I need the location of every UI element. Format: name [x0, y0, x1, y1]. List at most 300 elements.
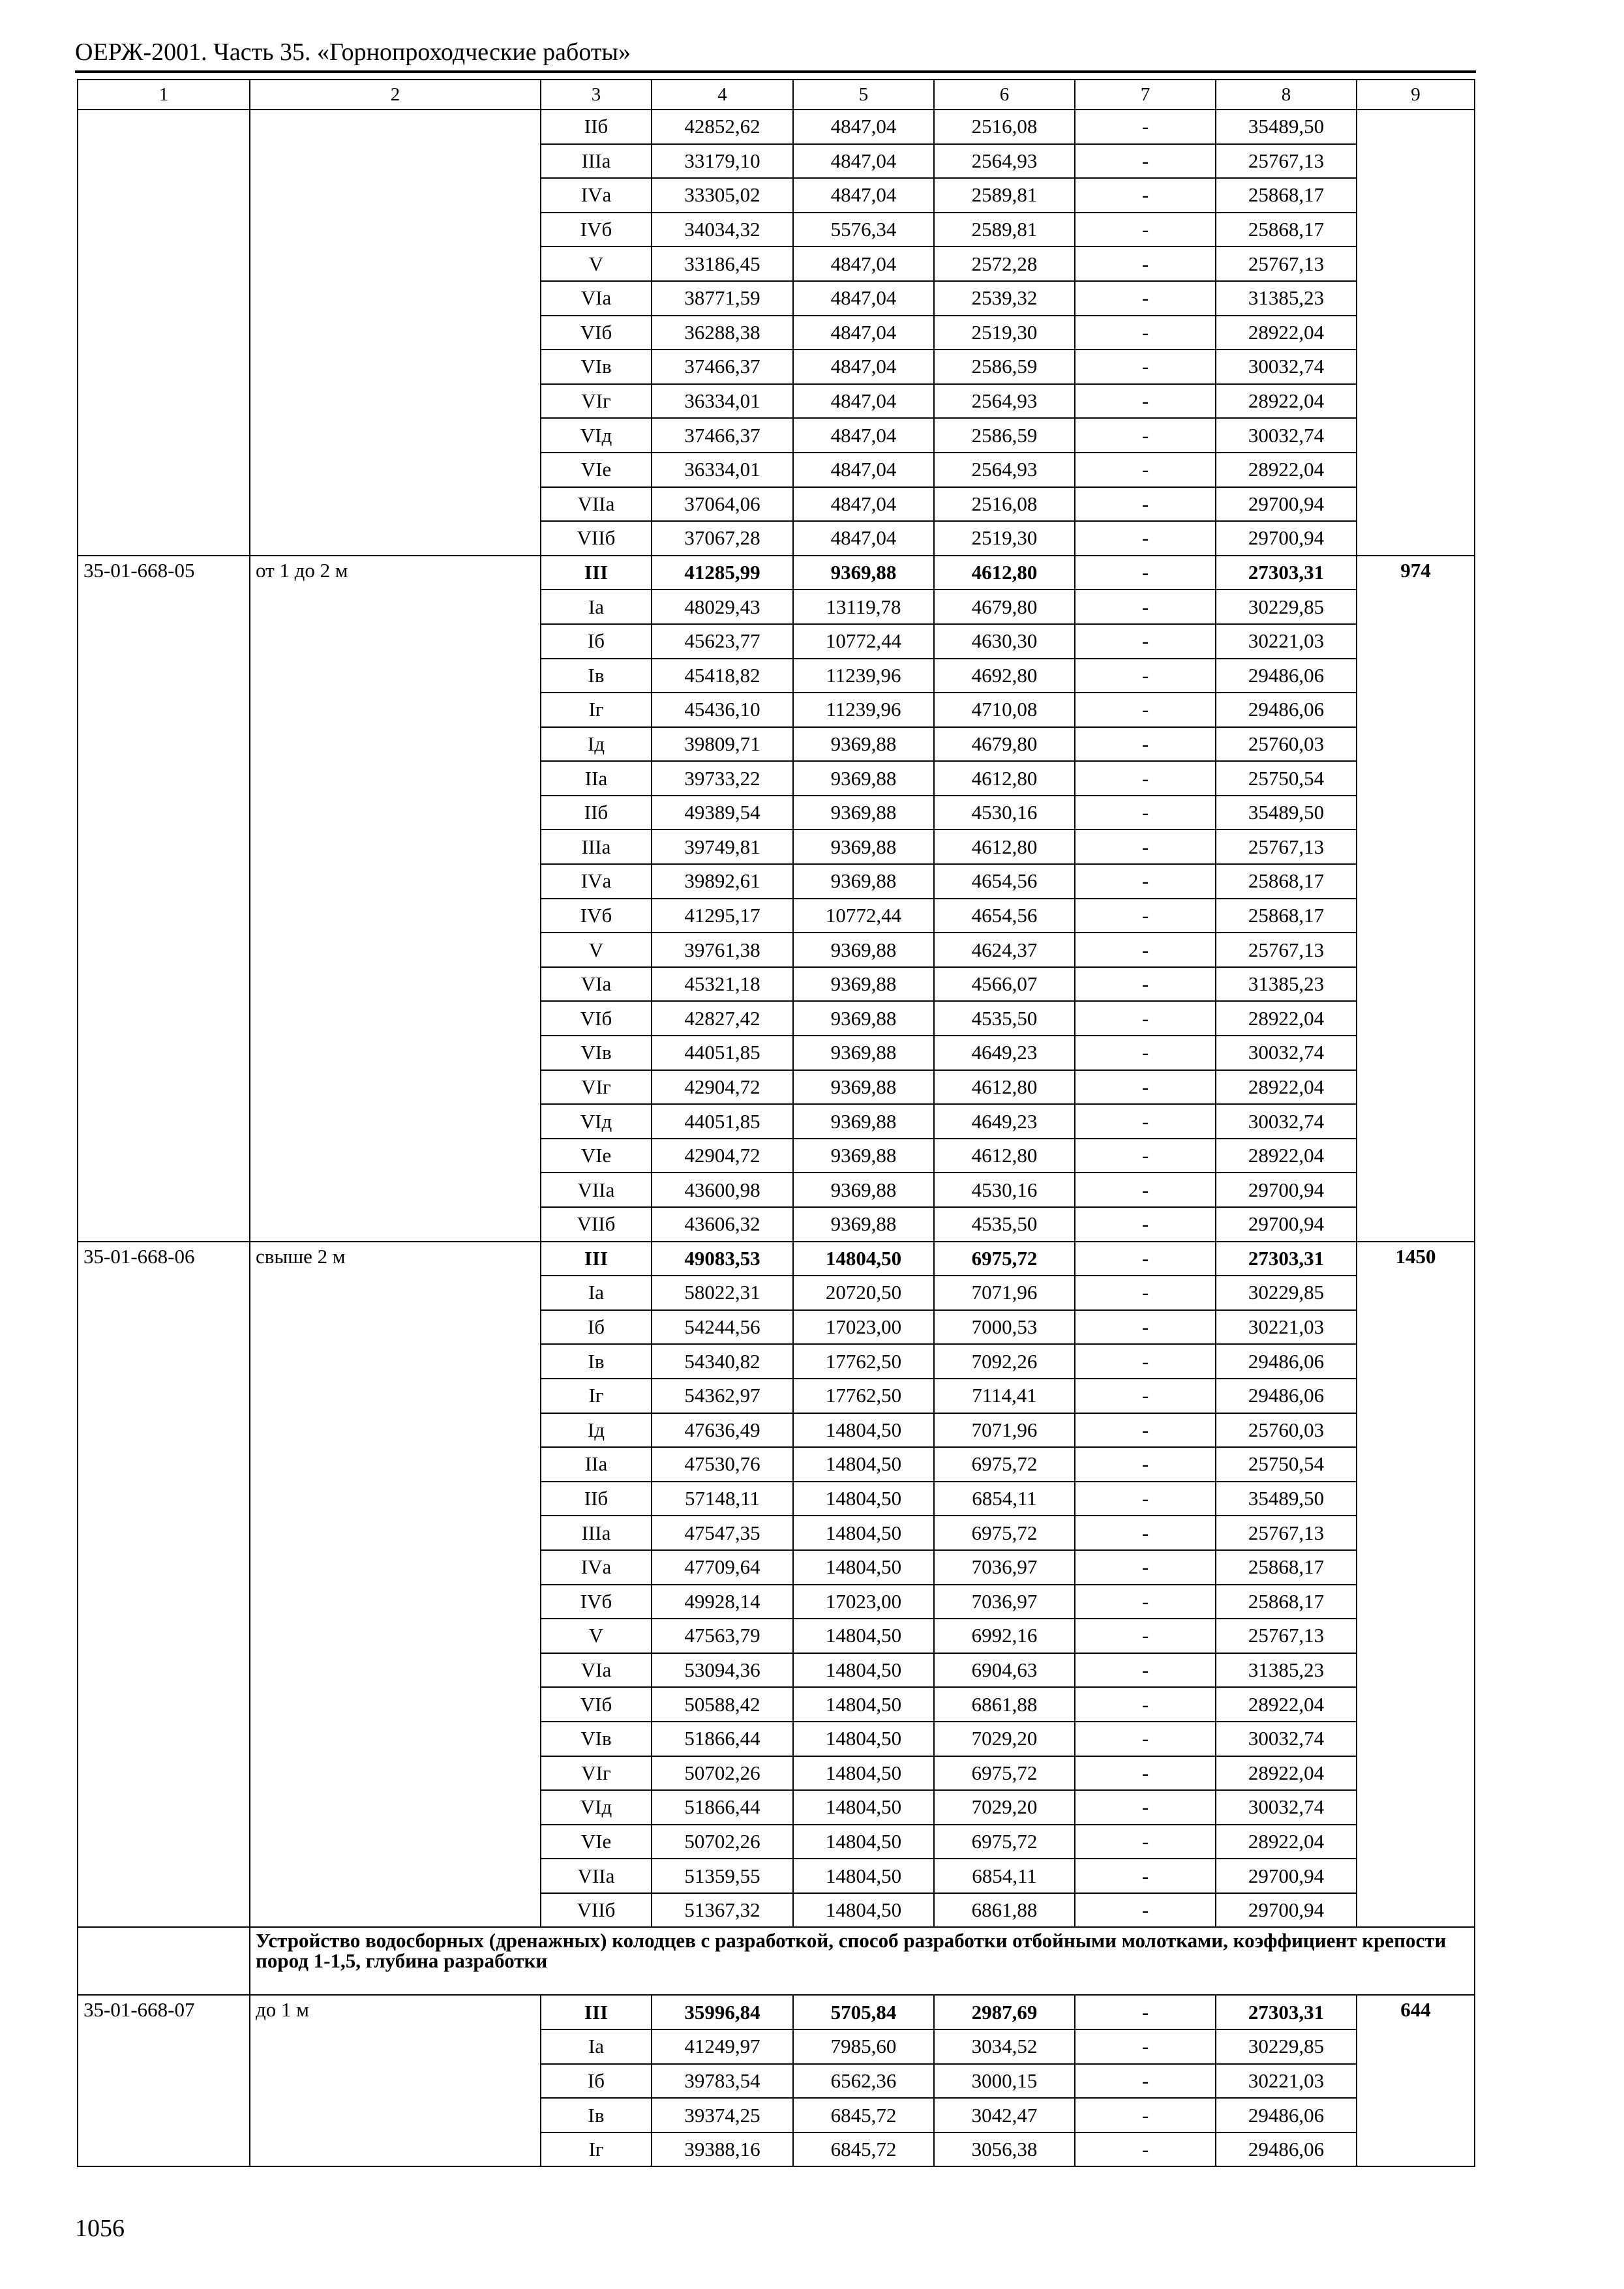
machinist-wage-cell: - [1075, 316, 1216, 350]
labor-wage-cell: 17762,50 [793, 1344, 934, 1379]
rock-class-cell: VIв [541, 1722, 652, 1756]
direct-cost-cell: 37466,37 [652, 418, 793, 453]
machinist-wage-cell: - [1075, 418, 1216, 453]
rock-class-cell: VIд [541, 418, 652, 453]
direct-cost-cell: 45623,77 [652, 624, 793, 659]
machine-cost-cell: 7071,96 [934, 1276, 1075, 1310]
machinist-wage-cell: - [1075, 521, 1216, 556]
labor-wage-cell: 7985,60 [793, 2029, 934, 2064]
machine-cost-cell: 2519,30 [934, 316, 1075, 350]
rock-class-cell: IIб [541, 1482, 652, 1516]
machinist-wage-cell: - [1075, 1585, 1216, 1619]
machine-cost-cell: 7036,97 [934, 1585, 1075, 1619]
materials-cost-cell: 29700,94 [1216, 521, 1357, 556]
direct-cost-cell: 36288,38 [652, 316, 793, 350]
machine-cost-cell: 6992,16 [934, 1619, 1075, 1653]
direct-cost-cell: 41295,17 [652, 899, 793, 933]
labor-hours-cell: 1450 [1357, 1242, 1475, 1928]
labor-wage-cell: 4847,04 [793, 418, 934, 453]
materials-cost-cell: 29486,06 [1216, 2132, 1357, 2167]
materials-cost-cell: 28922,04 [1216, 1001, 1357, 1036]
rock-class-cell: Iд [541, 1413, 652, 1448]
machine-cost-cell: 6854,11 [934, 1482, 1075, 1516]
direct-cost-cell: 36334,01 [652, 384, 793, 419]
rock-class-cell: VIIа [541, 1859, 652, 1893]
machinist-wage-cell: - [1075, 2064, 1216, 2099]
labor-wage-cell: 4847,04 [793, 453, 934, 487]
labor-wage-cell: 9369,88 [793, 864, 934, 899]
machinist-wage-cell: - [1075, 967, 1216, 1002]
direct-cost-cell: 49083,53 [652, 1242, 793, 1276]
machine-cost-cell: 7036,97 [934, 1550, 1075, 1585]
rate-code-cell: 35-01-668-07 [78, 1995, 250, 2166]
machinist-wage-cell: - [1075, 247, 1216, 281]
machinist-wage-cell: - [1075, 1413, 1216, 1448]
direct-cost-cell: 33186,45 [652, 247, 793, 281]
materials-cost-cell: 25767,13 [1216, 933, 1357, 967]
machinist-wage-cell: - [1075, 1104, 1216, 1139]
machine-cost-cell: 2987,69 [934, 1995, 1075, 2029]
labor-hours-cell [1357, 110, 1475, 556]
machinist-wage-cell: - [1075, 624, 1216, 659]
direct-cost-cell: 37466,37 [652, 350, 793, 384]
machinist-wage-cell: - [1075, 1207, 1216, 1242]
labor-wage-cell: 9369,88 [793, 556, 934, 590]
machine-cost-cell: 4679,80 [934, 727, 1075, 762]
materials-cost-cell: 25767,13 [1216, 1516, 1357, 1550]
labor-wage-cell: 9369,88 [793, 1070, 934, 1105]
machinist-wage-cell: - [1075, 144, 1216, 179]
rock-class-cell: VIIа [541, 1173, 652, 1207]
direct-cost-cell: 51866,44 [652, 1722, 793, 1756]
labor-wage-cell: 14804,50 [793, 1790, 934, 1825]
materials-cost-cell: 29700,94 [1216, 1207, 1357, 1242]
machinist-wage-cell: - [1075, 1825, 1216, 1859]
materials-cost-cell: 29486,06 [1216, 693, 1357, 727]
column-number-row [78, 80, 1475, 110]
direct-cost-cell: 51367,32 [652, 1893, 793, 1928]
labor-wage-cell: 13119,78 [793, 590, 934, 624]
materials-cost-cell: 31385,23 [1216, 967, 1357, 1002]
materials-cost-cell: 25760,03 [1216, 1413, 1357, 1448]
labor-wage-cell: 4847,04 [793, 281, 934, 316]
materials-cost-cell: 35489,50 [1216, 796, 1357, 830]
labor-wage-cell: 14804,50 [793, 1413, 934, 1448]
machinist-wage-cell: - [1075, 1722, 1216, 1756]
rock-class-cell: VIе [541, 1139, 652, 1173]
machine-cost-cell: 3042,47 [934, 2098, 1075, 2132]
labor-wage-cell: 14804,50 [793, 1756, 934, 1791]
direct-cost-cell: 49928,14 [652, 1585, 793, 1619]
direct-cost-cell: 51866,44 [652, 1790, 793, 1825]
materials-cost-cell: 29486,06 [1216, 1344, 1357, 1379]
labor-hours-cell: 644 [1357, 1995, 1475, 2166]
direct-cost-cell: 39761,38 [652, 933, 793, 967]
machine-cost-cell: 2589,81 [934, 178, 1075, 213]
direct-cost-cell: 38771,59 [652, 281, 793, 316]
machine-cost-cell: 2589,81 [934, 213, 1075, 247]
labor-wage-cell: 9369,88 [793, 967, 934, 1002]
rock-class-cell: IVб [541, 899, 652, 933]
machine-cost-cell: 2586,59 [934, 350, 1075, 384]
labor-wage-cell: 4847,04 [793, 110, 934, 144]
machinist-wage-cell: - [1075, 830, 1216, 864]
materials-cost-cell: 28922,04 [1216, 1687, 1357, 1722]
rock-class-cell: VIв [541, 1036, 652, 1070]
section-title: Устройство водосборных (дренажных) колодцев с разработкой, способ разработки отбойными молотками, коэффициент крепости пород 1-1,5, глубина разработки [250, 1927, 1475, 1995]
direct-cost-cell: 43600,98 [652, 1173, 793, 1207]
labor-wage-cell: 10772,44 [793, 624, 934, 659]
direct-cost-cell: 42827,42 [652, 1001, 793, 1036]
machine-cost-cell: 4710,08 [934, 693, 1075, 727]
depth-cell [250, 110, 541, 556]
rock-class-cell: VIе [541, 1825, 652, 1859]
rock-class-cell: IIIа [541, 1516, 652, 1550]
rock-class-cell: VIб [541, 316, 652, 350]
materials-cost-cell: 25760,03 [1216, 727, 1357, 762]
rock-class-cell: IVа [541, 864, 652, 899]
labor-wage-cell: 14804,50 [793, 1893, 934, 1928]
rock-class-cell: Iг [541, 1379, 652, 1413]
materials-cost-cell: 30221,03 [1216, 624, 1357, 659]
machinist-wage-cell: - [1075, 1001, 1216, 1036]
direct-cost-cell: 54244,56 [652, 1310, 793, 1345]
machine-cost-cell: 4624,37 [934, 933, 1075, 967]
rock-class-cell: IIб [541, 110, 652, 144]
labor-wage-cell: 17023,00 [793, 1585, 934, 1619]
rock-class-cell: V [541, 1619, 652, 1653]
rock-class-cell: VIг [541, 1070, 652, 1105]
machine-cost-cell: 6861,88 [934, 1893, 1075, 1928]
column-number-8: 8 [1216, 80, 1357, 110]
materials-cost-cell: 28922,04 [1216, 1139, 1357, 1173]
materials-cost-cell: 29486,06 [1216, 1379, 1357, 1413]
direct-cost-cell: 39374,25 [652, 2098, 793, 2132]
rock-class-cell: VIа [541, 281, 652, 316]
direct-cost-cell: 39388,16 [652, 2132, 793, 2167]
labor-wage-cell: 4847,04 [793, 487, 934, 522]
direct-cost-cell: 42852,62 [652, 110, 793, 144]
machine-cost-cell: 2572,28 [934, 247, 1075, 281]
materials-cost-cell: 25767,13 [1216, 144, 1357, 179]
machine-cost-cell: 4649,23 [934, 1104, 1075, 1139]
machine-cost-cell: 6975,72 [934, 1242, 1075, 1276]
materials-cost-cell: 25767,13 [1216, 1619, 1357, 1653]
rock-class-cell: VIIб [541, 521, 652, 556]
machine-cost-cell: 4530,16 [934, 796, 1075, 830]
rock-class-cell: VIе [541, 453, 652, 487]
labor-wage-cell: 6845,72 [793, 2132, 934, 2167]
rock-class-cell: VIа [541, 1653, 652, 1688]
machine-cost-cell: 7071,96 [934, 1413, 1075, 1448]
machine-cost-cell: 4612,80 [934, 1070, 1075, 1105]
rock-class-cell: IVа [541, 178, 652, 213]
materials-cost-cell: 30032,74 [1216, 1790, 1357, 1825]
rates-table-body [78, 80, 1475, 2166]
machinist-wage-cell: - [1075, 1139, 1216, 1173]
machine-cost-cell: 6975,72 [934, 1825, 1075, 1859]
machine-cost-cell: 4535,50 [934, 1207, 1075, 1242]
materials-cost-cell: 25868,17 [1216, 1585, 1357, 1619]
machine-cost-cell: 4654,56 [934, 864, 1075, 899]
page-header-title: ОЕРЖ-2001. Часть 35. «Горнопроходческие работы» [75, 38, 631, 66]
machine-cost-cell: 4530,16 [934, 1173, 1075, 1207]
machine-cost-cell: 2564,93 [934, 384, 1075, 419]
labor-wage-cell: 14804,50 [793, 1447, 934, 1482]
rock-class-cell: Iг [541, 693, 652, 727]
direct-cost-cell: 47636,49 [652, 1413, 793, 1448]
rock-class-cell: Iд [541, 727, 652, 762]
rock-class-cell: Iв [541, 1344, 652, 1379]
direct-cost-cell: 39809,71 [652, 727, 793, 762]
labor-wage-cell: 9369,88 [793, 1207, 934, 1242]
direct-cost-cell: 33305,02 [652, 178, 793, 213]
rock-class-cell: Iа [541, 590, 652, 624]
machine-cost-cell: 4630,30 [934, 624, 1075, 659]
materials-cost-cell: 25767,13 [1216, 830, 1357, 864]
labor-wage-cell: 9369,88 [793, 933, 934, 967]
rock-class-cell: VIIб [541, 1893, 652, 1928]
column-number-1: 1 [78, 80, 250, 110]
materials-cost-cell: 30221,03 [1216, 1310, 1357, 1345]
materials-cost-cell: 29486,06 [1216, 2098, 1357, 2132]
machinist-wage-cell: - [1075, 1619, 1216, 1653]
machinist-wage-cell: - [1075, 590, 1216, 624]
machine-cost-cell: 3000,15 [934, 2064, 1075, 2099]
section-spacer-cell [78, 1927, 250, 1995]
direct-cost-cell: 39733,22 [652, 761, 793, 796]
direct-cost-cell: 45321,18 [652, 967, 793, 1002]
machine-cost-cell: 6854,11 [934, 1859, 1075, 1893]
machine-cost-cell: 7114,41 [934, 1379, 1075, 1413]
rock-class-cell: Iб [541, 1310, 652, 1345]
direct-cost-cell: 50588,42 [652, 1687, 793, 1722]
labor-wage-cell: 4847,04 [793, 144, 934, 179]
labor-wage-cell: 9369,88 [793, 727, 934, 762]
direct-cost-cell: 53094,36 [652, 1653, 793, 1688]
direct-cost-cell: 45418,82 [652, 659, 793, 693]
labor-wage-cell: 4847,04 [793, 521, 934, 556]
machinist-wage-cell: - [1075, 1310, 1216, 1345]
direct-cost-cell: 42904,72 [652, 1139, 793, 1173]
direct-cost-cell: 47709,64 [652, 1550, 793, 1585]
rock-class-cell: VIб [541, 1687, 652, 1722]
rock-class-cell: IIб [541, 796, 652, 830]
machine-cost-cell: 4654,56 [934, 899, 1075, 933]
machinist-wage-cell: - [1075, 1687, 1216, 1722]
materials-cost-cell: 31385,23 [1216, 281, 1357, 316]
labor-wage-cell: 9369,88 [793, 1173, 934, 1207]
materials-cost-cell: 29700,94 [1216, 1893, 1357, 1928]
machine-cost-cell: 4612,80 [934, 761, 1075, 796]
materials-cost-cell: 25767,13 [1216, 247, 1357, 281]
direct-cost-cell: 43606,32 [652, 1207, 793, 1242]
column-number-4: 4 [652, 80, 793, 110]
depth-cell: от 1 до 2 м [250, 556, 541, 1242]
materials-cost-cell: 30229,85 [1216, 2029, 1357, 2064]
materials-cost-cell: 30032,74 [1216, 418, 1357, 453]
labor-wage-cell: 20720,50 [793, 1276, 934, 1310]
machinist-wage-cell: - [1075, 2098, 1216, 2132]
machine-cost-cell: 4649,23 [934, 1036, 1075, 1070]
machine-cost-cell: 4692,80 [934, 659, 1075, 693]
header-rule [75, 70, 1476, 73]
machine-cost-cell: 7029,20 [934, 1790, 1075, 1825]
rock-class-cell: V [541, 933, 652, 967]
depth-cell: до 1 м [250, 1995, 541, 2166]
labor-wage-cell: 9369,88 [793, 1036, 934, 1070]
rock-class-cell: IIа [541, 761, 652, 796]
machinist-wage-cell: - [1075, 1893, 1216, 1928]
machinist-wage-cell: - [1075, 556, 1216, 590]
machinist-wage-cell: - [1075, 1276, 1216, 1310]
rock-class-cell: IIа [541, 1447, 652, 1482]
machine-cost-cell: 6904,63 [934, 1653, 1075, 1688]
direct-cost-cell: 45436,10 [652, 693, 793, 727]
labor-wage-cell: 6845,72 [793, 2098, 934, 2132]
materials-cost-cell: 30221,03 [1216, 2064, 1357, 2099]
machinist-wage-cell: - [1075, 1756, 1216, 1791]
rock-class-cell: Iв [541, 659, 652, 693]
depth-cell: свыше 2 м [250, 1242, 541, 1928]
rock-class-cell: IIIа [541, 144, 652, 179]
direct-cost-cell: 48029,43 [652, 590, 793, 624]
materials-cost-cell: 25750,54 [1216, 761, 1357, 796]
machinist-wage-cell: - [1075, 1550, 1216, 1585]
rate-code-cell: 35-01-668-06 [78, 1242, 250, 1928]
direct-cost-cell: 50702,26 [652, 1825, 793, 1859]
materials-cost-cell: 27303,31 [1216, 556, 1357, 590]
rock-class-cell: VIIа [541, 487, 652, 522]
rock-class-cell: Iа [541, 1276, 652, 1310]
materials-cost-cell: 25868,17 [1216, 178, 1357, 213]
column-number-5: 5 [793, 80, 934, 110]
machine-cost-cell: 4612,80 [934, 556, 1075, 590]
labor-wage-cell: 14804,50 [793, 1516, 934, 1550]
rock-class-cell: Iб [541, 624, 652, 659]
labor-wage-cell: 9369,88 [793, 1104, 934, 1139]
machine-cost-cell: 2519,30 [934, 521, 1075, 556]
rock-class-cell: VIг [541, 384, 652, 419]
materials-cost-cell: 30032,74 [1216, 1104, 1357, 1139]
materials-cost-cell: 25868,17 [1216, 899, 1357, 933]
rock-class-cell: III [541, 556, 652, 590]
labor-wage-cell: 9369,88 [793, 1001, 934, 1036]
labor-wage-cell: 11239,96 [793, 693, 934, 727]
table-row [78, 556, 1475, 590]
machinist-wage-cell: - [1075, 1482, 1216, 1516]
rock-class-cell: VIг [541, 1756, 652, 1791]
machine-cost-cell: 4535,50 [934, 1001, 1075, 1036]
machine-cost-cell: 2516,08 [934, 487, 1075, 522]
column-number-9: 9 [1357, 80, 1475, 110]
direct-cost-cell: 33179,10 [652, 144, 793, 179]
machinist-wage-cell: - [1075, 864, 1216, 899]
labor-hours-cell: 974 [1357, 556, 1475, 1242]
machinist-wage-cell: - [1075, 213, 1216, 247]
machine-cost-cell: 7000,53 [934, 1310, 1075, 1345]
labor-wage-cell: 5705,84 [793, 1995, 934, 2029]
rates-table-container [77, 79, 1474, 2167]
machinist-wage-cell: - [1075, 899, 1216, 933]
direct-cost-cell: 34034,32 [652, 213, 793, 247]
direct-cost-cell: 47530,76 [652, 1447, 793, 1482]
direct-cost-cell: 58022,31 [652, 1276, 793, 1310]
labor-wage-cell: 10772,44 [793, 899, 934, 933]
labor-wage-cell: 17023,00 [793, 1310, 934, 1345]
machine-cost-cell: 4679,80 [934, 590, 1075, 624]
labor-wage-cell: 14804,50 [793, 1687, 934, 1722]
machine-cost-cell: 2564,93 [934, 453, 1075, 487]
direct-cost-cell: 37067,28 [652, 521, 793, 556]
direct-cost-cell: 50702,26 [652, 1756, 793, 1791]
machine-cost-cell: 7029,20 [934, 1722, 1075, 1756]
table-row [78, 1242, 1475, 1276]
machine-cost-cell: 6975,72 [934, 1756, 1075, 1791]
machinist-wage-cell: - [1075, 110, 1216, 144]
machinist-wage-cell: - [1075, 178, 1216, 213]
machinist-wage-cell: - [1075, 693, 1216, 727]
rock-class-cell: IVб [541, 213, 652, 247]
direct-cost-cell: 57148,11 [652, 1482, 793, 1516]
rock-class-cell: VIIб [541, 1207, 652, 1242]
table-row [78, 110, 1475, 144]
materials-cost-cell: 27303,31 [1216, 1242, 1357, 1276]
labor-wage-cell: 14804,50 [793, 1859, 934, 1893]
rock-class-cell: IVа [541, 1550, 652, 1585]
materials-cost-cell: 28922,04 [1216, 453, 1357, 487]
machine-cost-cell: 2516,08 [934, 110, 1075, 144]
machinist-wage-cell: - [1075, 2029, 1216, 2064]
materials-cost-cell: 30032,74 [1216, 1036, 1357, 1070]
labor-wage-cell: 14804,50 [793, 1653, 934, 1688]
page-number: 1056 [75, 2215, 125, 2242]
direct-cost-cell: 54362,97 [652, 1379, 793, 1413]
machine-cost-cell: 2564,93 [934, 144, 1075, 179]
column-number-3: 3 [541, 80, 652, 110]
rate-code-cell [78, 110, 250, 556]
machinist-wage-cell: - [1075, 350, 1216, 384]
direct-cost-cell: 39783,54 [652, 2064, 793, 2099]
materials-cost-cell: 29700,94 [1216, 1173, 1357, 1207]
labor-wage-cell: 6562,36 [793, 2064, 934, 2099]
machine-cost-cell: 4566,07 [934, 967, 1075, 1002]
direct-cost-cell: 44051,85 [652, 1036, 793, 1070]
rock-class-cell: VIд [541, 1104, 652, 1139]
machine-cost-cell: 3034,52 [934, 2029, 1075, 2064]
machinist-wage-cell: - [1075, 1447, 1216, 1482]
materials-cost-cell: 35489,50 [1216, 110, 1357, 144]
column-number-6: 6 [934, 80, 1075, 110]
materials-cost-cell: 30032,74 [1216, 1722, 1357, 1756]
labor-wage-cell: 14804,50 [793, 1722, 934, 1756]
machine-cost-cell: 6975,72 [934, 1447, 1075, 1482]
direct-cost-cell: 36334,01 [652, 453, 793, 487]
materials-cost-cell: 28922,04 [1216, 1756, 1357, 1791]
rock-class-cell: IIIа [541, 830, 652, 864]
machinist-wage-cell: - [1075, 1995, 1216, 2029]
machinist-wage-cell: - [1075, 281, 1216, 316]
labor-wage-cell: 4847,04 [793, 247, 934, 281]
labor-wage-cell: 17762,50 [793, 1379, 934, 1413]
machinist-wage-cell: - [1075, 1242, 1216, 1276]
materials-cost-cell: 25868,17 [1216, 1550, 1357, 1585]
machinist-wage-cell: - [1075, 659, 1216, 693]
direct-cost-cell: 51359,55 [652, 1859, 793, 1893]
materials-cost-cell: 35489,50 [1216, 1482, 1357, 1516]
machinist-wage-cell: - [1075, 453, 1216, 487]
machine-cost-cell: 2586,59 [934, 418, 1075, 453]
